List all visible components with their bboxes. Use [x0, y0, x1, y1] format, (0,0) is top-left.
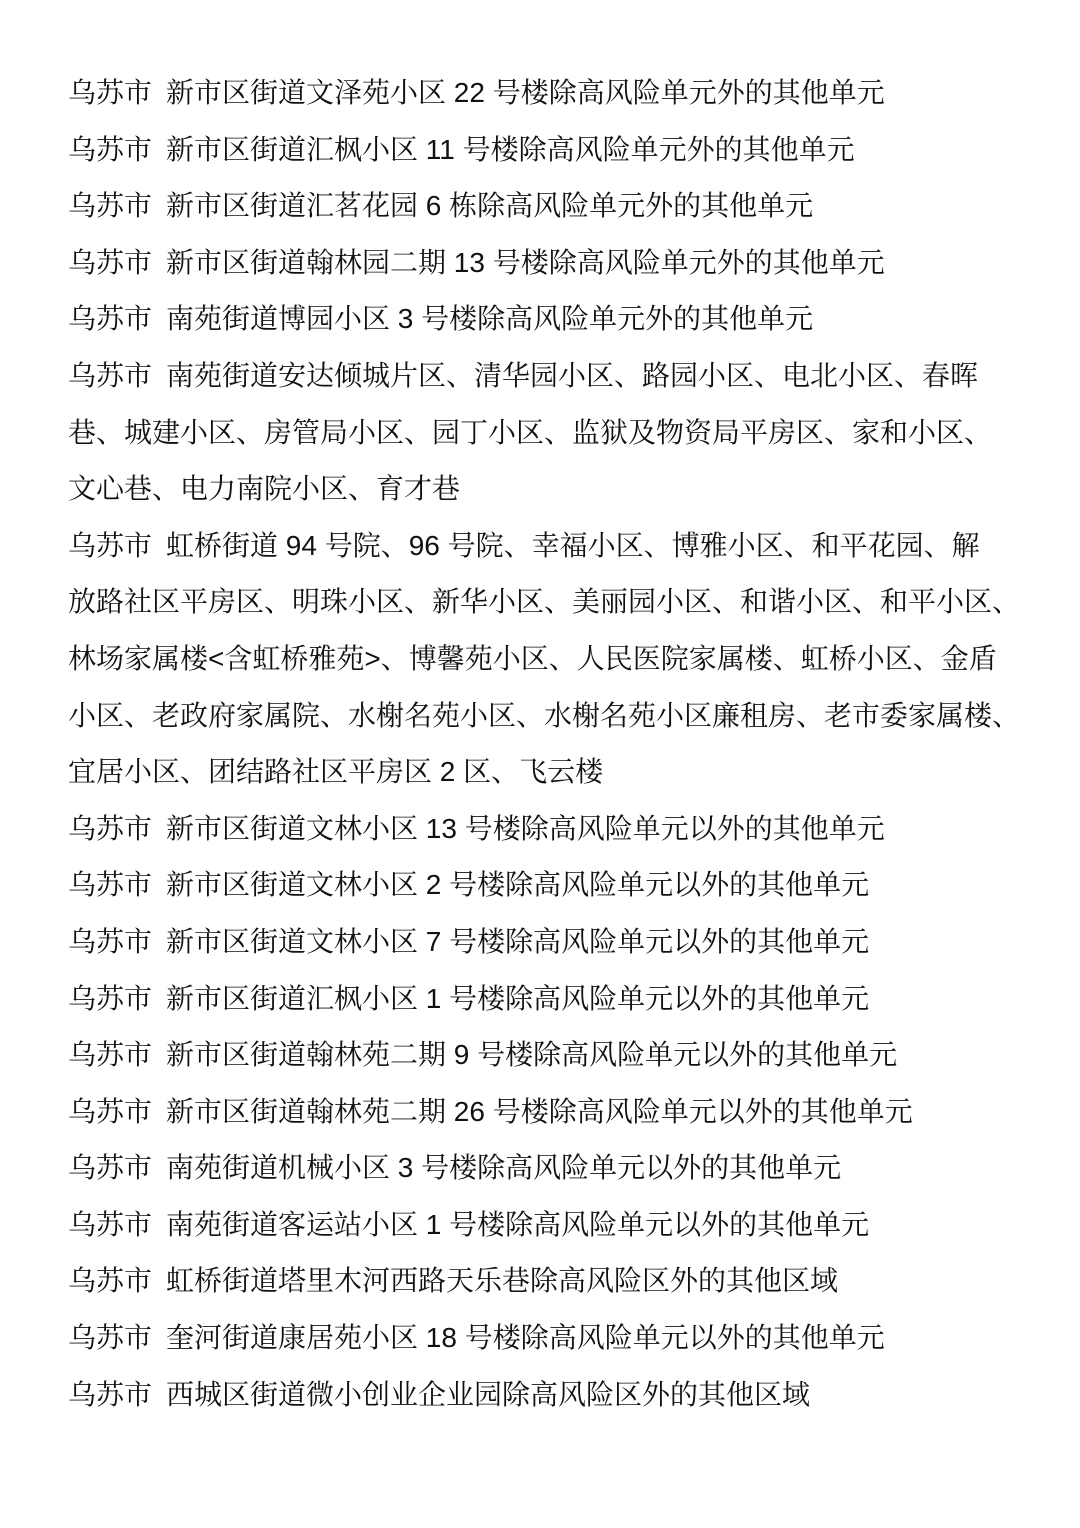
text-line: [68, 744, 1028, 801]
list-item: [68, 1310, 1028, 1367]
area-text: 巷、城建小区、房管局小区、园丁小区、监狱及物资局平房区、家和小区、: [68, 416, 993, 448]
text-line: [68, 688, 1028, 745]
text-line: [68, 461, 1028, 518]
text-line: [68, 971, 1028, 1028]
area-text: 新市区街道汇茗花园 6 栋除高风险单元外的其他单元: [166, 190, 814, 222]
area-text: 放路社区平房区、明珠小区、新华小区、美丽园小区、和谐小区、和平小区、: [68, 586, 1021, 618]
list-item: [68, 971, 1028, 1028]
text-line: [68, 65, 1028, 122]
list-item: [68, 1253, 1028, 1310]
text-line: [68, 348, 1028, 405]
text-line: [68, 1253, 1028, 1310]
city-name: 乌苏市: [68, 982, 153, 1014]
city-name: 乌苏市: [68, 1039, 153, 1071]
city-name: 乌苏市: [68, 869, 153, 901]
text-line: [68, 1310, 1028, 1367]
list-item: [68, 1367, 1028, 1424]
city-name: 乌苏市: [68, 925, 153, 957]
area-text: 新市区街道翰林苑二期 26 号楼除高风险单元以外的其他单元: [166, 1095, 913, 1127]
list-item: [68, 914, 1028, 971]
city-name: 乌苏市: [68, 77, 153, 108]
list-item: [68, 857, 1028, 914]
area-text: 新市区街道翰林园二期 13 号楼除高风险单元外的其他单元: [166, 246, 885, 278]
text-line: [68, 518, 1028, 575]
area-text: 奎河街道康居苑小区 18 号楼除高风险单元以外的其他单元: [166, 1322, 885, 1354]
text-line: [68, 1027, 1028, 1084]
list-item: [68, 1197, 1028, 1254]
area-text: 宜居小区、团结路社区平房区 2 区、飞云楼: [68, 756, 604, 788]
text-line: [68, 914, 1028, 971]
list-item: [68, 348, 1028, 518]
area-text: 新市区街道翰林苑二期 9 号楼除高风险单元以外的其他单元: [166, 1039, 898, 1071]
city-name: 乌苏市: [68, 246, 153, 278]
area-text: 新市区街道文林小区 7 号楼除高风险单元以外的其他单元: [166, 925, 870, 957]
city-name: 乌苏市: [68, 1322, 153, 1354]
text-line: [68, 574, 1028, 631]
city-name: 乌苏市: [68, 529, 153, 561]
area-text: 南苑街道安达倾城片区、清华园小区、路园小区、电北小区、春晖: [166, 359, 979, 391]
text-line: [68, 1197, 1028, 1254]
text-line: [68, 122, 1028, 179]
area-text: 新市区街道文泽苑小区 22 号楼除高风险单元外的其他单元: [166, 77, 885, 108]
text-line: [68, 405, 1028, 462]
document-body: [68, 65, 1028, 1423]
list-item: [68, 291, 1028, 348]
text-line: [68, 1084, 1028, 1141]
city-name: 乌苏市: [68, 359, 153, 391]
text-line: [68, 1140, 1028, 1197]
city-name: 乌苏市: [68, 1265, 153, 1297]
area-text: 小区、老政府家属院、水榭名苑小区、水榭名苑小区廉租房、老市委家属楼、: [68, 699, 1021, 731]
text-line: [68, 801, 1028, 858]
list-item: [68, 122, 1028, 179]
area-text: 西城区街道微小创业企业园除高风险区外的其他区域: [166, 1378, 811, 1410]
city-name: 乌苏市: [68, 1378, 153, 1410]
city-name: 乌苏市: [68, 190, 153, 222]
area-text: 林场家属楼<含虹桥雅苑>、博馨苑小区、人民医院家属楼、虹桥小区、金盾: [68, 642, 997, 674]
text-line: [68, 1367, 1028, 1424]
text-line: [68, 178, 1028, 235]
city-name: 乌苏市: [68, 1208, 153, 1240]
list-item: [68, 65, 1028, 122]
text-line: [68, 291, 1028, 348]
area-text: 虹桥街道塔里木河西路天乐巷除高风险区外的其他区域: [166, 1265, 839, 1297]
area-text: 新市区街道文林小区 2 号楼除高风险单元以外的其他单元: [166, 869, 870, 901]
area-text: 南苑街道博园小区 3 号楼除高风险单元外的其他单元: [166, 303, 814, 335]
city-name: 乌苏市: [68, 1152, 153, 1184]
list-item: [68, 1140, 1028, 1197]
area-text: 南苑街道机械小区 3 号楼除高风险单元以外的其他单元: [166, 1152, 842, 1184]
list-item: [68, 1084, 1028, 1141]
list-item: [68, 1027, 1028, 1084]
area-text: 南苑街道客运站小区 1 号楼除高风险单元以外的其他单元: [166, 1208, 870, 1240]
area-text: 虹桥街道 94 号院、96 号院、幸福小区、博雅小区、和平花园、解: [166, 529, 980, 561]
list-item: [68, 801, 1028, 858]
area-text: 新市区街道汇枫小区 11 号楼除高风险单元外的其他单元: [166, 133, 855, 165]
city-name: 乌苏市: [68, 133, 153, 165]
city-name: 乌苏市: [68, 1095, 153, 1127]
area-text: 新市区街道汇枫小区 1 号楼除高风险单元以外的其他单元: [166, 982, 870, 1014]
text-line: [68, 631, 1028, 688]
city-name: 乌苏市: [68, 303, 153, 335]
area-text: 新市区街道文林小区 13 号楼除高风险单元以外的其他单元: [166, 812, 885, 844]
list-item: [68, 178, 1028, 235]
city-name: 乌苏市: [68, 812, 153, 844]
text-line: [68, 235, 1028, 292]
list-item: [68, 235, 1028, 292]
area-text: 文心巷、电力南院小区、育才巷: [68, 473, 461, 505]
list-item: [68, 518, 1028, 801]
text-line: [68, 857, 1028, 914]
